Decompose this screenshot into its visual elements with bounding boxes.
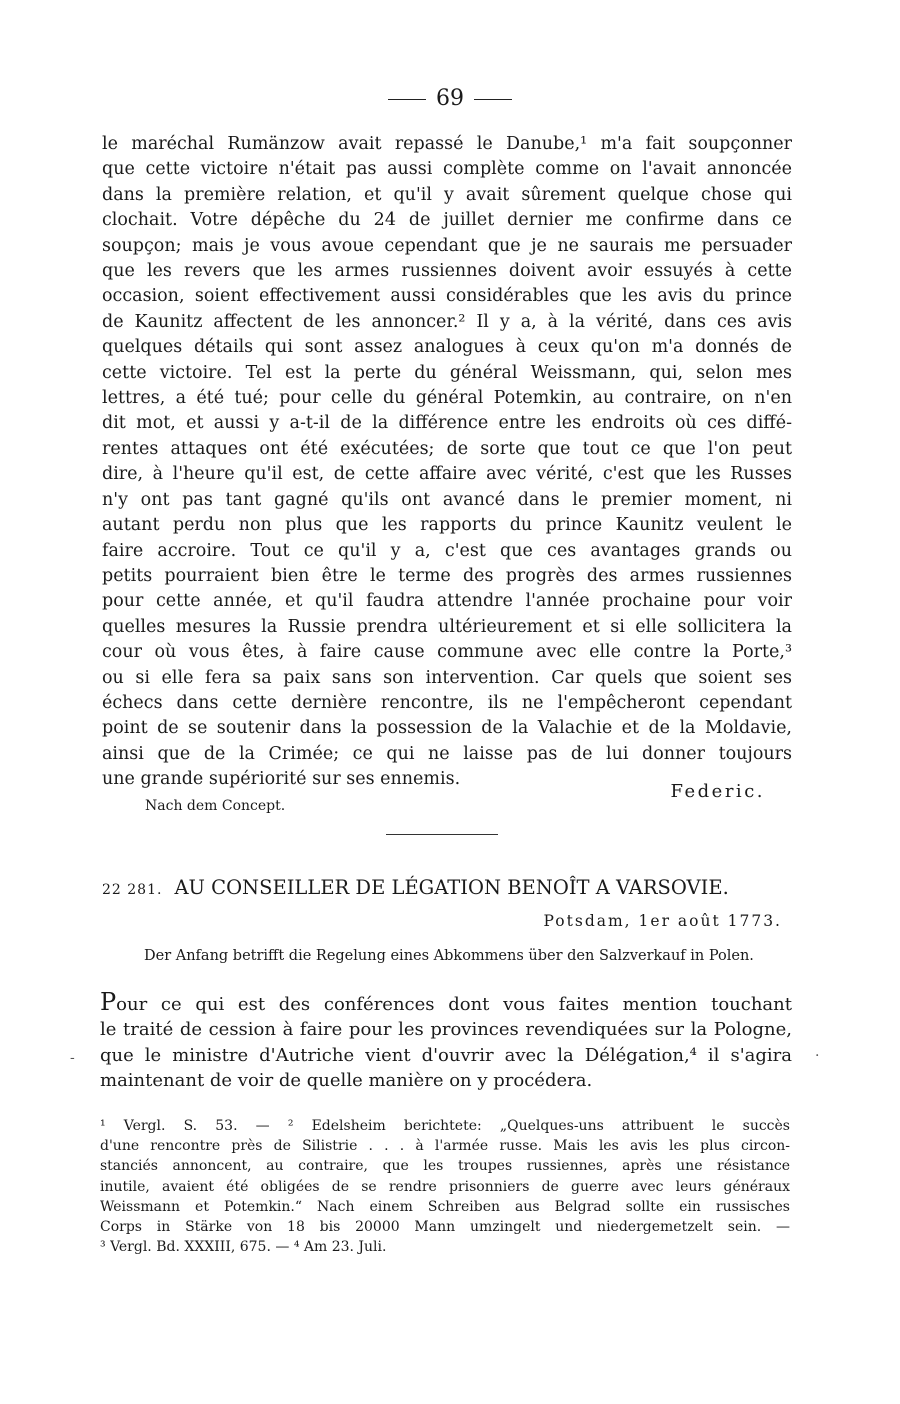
text-line: ou si elle fera sa paix sans son intervention. Car quels que soient ses xyxy=(102,667,792,688)
letter-body-line: que le ministre d'Autriche vient d'ouvrir avec la Délégation,⁴ il s'agira xyxy=(100,1044,792,1066)
section-divider xyxy=(386,834,498,835)
text-line: autant perdu non plus que les rapports du prince Kaunitz veulent le xyxy=(102,515,792,536)
page-number xyxy=(0,86,900,111)
text-line: une grande supériorité sur ses ennemis. xyxy=(102,769,461,790)
letter-number: 22 281. xyxy=(102,882,163,898)
text-line: quelques détails qui sont assez analogues à ceux qu'on m'a donnés de xyxy=(102,337,792,358)
letter-dateline: Potsdam, 1er août 1773. xyxy=(543,912,782,930)
text-line: cour où vous êtes, à faire cause commune avec elle contre la Porte,³ xyxy=(102,642,792,663)
text-line: petits pourraient bien être le terme des progrès des armes russiennes xyxy=(102,565,792,586)
text-line: le maréchal Rumänzow avait repassé le Danube,¹ m'a fait soupçonner xyxy=(102,134,792,154)
text-line: clochait. Votre dépêche du 24 de juillet dernier me confirme dans ce xyxy=(102,210,792,231)
letter-heading xyxy=(102,876,792,899)
text-line: de Kaunitz affectent de les annoncer.² Il y a, à la vérité, dans ces avis xyxy=(102,311,792,332)
text-line: dans la première relation, et qu'il y avait sûrement quelque chose qui xyxy=(102,184,792,205)
letter-title: AU CONSEILLER DE LÉGATION BENOÎT A VARSOVIE. xyxy=(174,876,729,899)
page-number-dash-right xyxy=(474,99,512,100)
footnote-line: stanciés annoncent, au contraire, que les troupes russiennes, après une résistance xyxy=(100,1158,790,1175)
letter-body-line: le traité de cession à faire pour les provinces revendiquées sur la Pologne, xyxy=(100,1019,792,1041)
letter-body-line xyxy=(100,990,792,1017)
signature: Federic. xyxy=(670,781,765,802)
footnotes xyxy=(100,1116,790,1257)
page-number-value: 69 xyxy=(436,86,464,111)
source-note: Nach dem Concept. xyxy=(145,798,286,814)
text-line: que les revers que les armes russiennes doivent avoir essuyés à cette xyxy=(102,261,792,282)
footnote-line: ³ Vergl. Bd. XXXIII, 675. — ⁴ Am 23. Juli. xyxy=(100,1239,387,1256)
text-line: occasion, soient effectivement aussi considérables que les avis du prince xyxy=(102,286,792,307)
letter-body xyxy=(100,990,792,1094)
margin-mark-left: - xyxy=(70,1050,75,1066)
letter-body-line: maintenant de voir de quelle manière on y procédera. xyxy=(100,1070,593,1092)
text-line: cette victoire. Tel est la perte du général Weissmann, qui, selon mes xyxy=(102,362,792,383)
text-line: échecs dans cette dernière rencontre, ils ne l'empêcheront cependant xyxy=(102,692,792,713)
summary-text: Der Anfang betrifft die Regelung eines Abkommens über den Salzverkauf in Polen. xyxy=(144,948,754,964)
letter-body-text: our ce qui est des conférences dont vous faites mention touchant xyxy=(116,994,792,1015)
text-line: dit mot, et aussi y a-t-il de la différence entre les endroits où ces diffé- xyxy=(102,413,792,434)
main-text-block xyxy=(102,132,792,793)
footnote-line: inutile, avaient été obligées de se rendre prisonniers de guerre avec leurs généraux xyxy=(100,1178,790,1195)
text-line: soupçon; mais je vous avoue cependant que je ne saurais me persuader xyxy=(102,235,792,256)
closing-block xyxy=(145,779,785,819)
footnote-line: Corps in Stärke von 18 bis 20000 Mann umzingelt und niedergemetzelt sein. — xyxy=(100,1219,790,1236)
text-line: quelles mesures la Russie prendra ultérieurement et si elle sollicitera la xyxy=(102,616,792,637)
footnote-line: d'une rencontre près de Silistrie . . . à l'armée russe. Mais les avis les plus circon- xyxy=(100,1138,790,1155)
text-line: rentes attaques ont été exécutées; de sorte que tout ce que l'on peut xyxy=(102,438,792,459)
letter-summary xyxy=(102,946,790,966)
text-line: point de se soutenir dans la possession de la Valachie et de la Moldavie, xyxy=(102,718,792,739)
text-line: pour cette année, et qu'il faudra attendre l'année prochaine pour voir xyxy=(102,591,792,612)
text-line: que cette victoire n'était pas aussi complète comme on l'avait annoncée xyxy=(102,159,792,180)
text-line: ainsi que de la Crimée; ce qui ne laisse pas de lui donner toujours xyxy=(102,743,792,764)
page-number-dash-left xyxy=(388,99,426,100)
footnote-line: ¹ Vergl. S. 53. — ² Edelsheim berichtete: „Quelques-uns attribuent le succès xyxy=(100,1118,790,1134)
footnote-line: Weissmann et Potemkin.“ Nach einem Schreiben aus Belgrad sollte ein russisches xyxy=(100,1198,790,1215)
text-line: faire accroire. Tout ce qu'il y a, c'est que ces avantages grands ou xyxy=(102,540,792,561)
text-line: dire, à l'heure qu'il est, de cette affaire avec vérité, c'est que les Russes xyxy=(102,464,792,485)
text-line: n'y ont pas tant gagné qu'ils ont avancé dans le premier moment, ni xyxy=(102,489,792,510)
margin-mark-right: · xyxy=(815,1048,820,1064)
drop-cap: P xyxy=(100,988,117,1016)
text-line: lettres, a été tué; pour celle du général Potemkin, au contraire, on n'en xyxy=(102,388,792,409)
